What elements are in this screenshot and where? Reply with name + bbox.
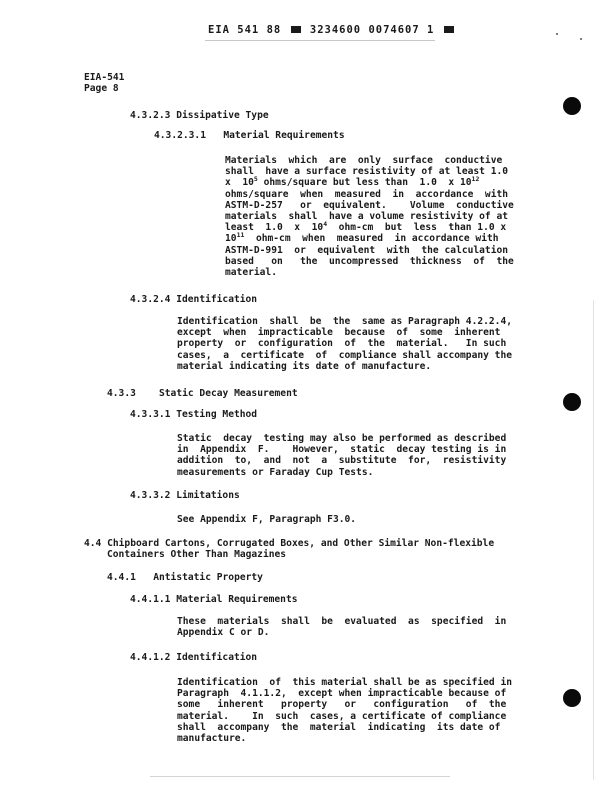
document-id: EIA-541	[84, 72, 125, 83]
section-heading	[130, 594, 298, 605]
scan-speck	[556, 33, 558, 35]
text-line: x $10^5$ ohms/square but less than 1.0 x $10^{12}$	[225, 175, 480, 189]
section-heading	[107, 388, 298, 399]
text-line: $10^{11}$ ohm-cm when measured in accordance with	[225, 231, 499, 245]
header-left-code: EIA 541 88	[208, 24, 282, 36]
section-heading	[130, 294, 257, 305]
section-number: 4.4.1	[107, 572, 136, 583]
section-title: Limitations	[176, 490, 240, 501]
paragraph-testing-method	[177, 433, 506, 478]
punch-hole	[563, 689, 581, 707]
text-line: Static decay testing may also be performed as described	[177, 433, 507, 444]
section-heading	[130, 110, 269, 121]
section-number: 4.3.3	[107, 388, 136, 399]
section-heading	[107, 572, 263, 583]
bottom-scan-line	[150, 776, 450, 777]
paragraph-identification-2	[177, 677, 512, 744]
section-heading	[154, 130, 345, 141]
text-line: materials shall have a volume resistivity of at	[225, 211, 509, 223]
punch-hole	[563, 393, 581, 411]
text-line: Identification of this material shall be as specified in	[177, 677, 513, 688]
text-line: cases, a certificate of compliance shall accompany the	[177, 349, 513, 361]
section-heading	[130, 490, 240, 501]
text-line: material. In such cases, a certificate of compliance	[177, 710, 507, 722]
section-title: Testing Method	[176, 409, 258, 420]
section-number: 4.3.2.3.1	[154, 130, 206, 141]
section-number: 4.3.2.4	[130, 294, 171, 305]
section-number: 4.3.3.1	[130, 409, 171, 420]
text-line: measurements or Faraday Cup Tests.	[177, 466, 374, 478]
section-title: Material Requirements	[223, 130, 345, 141]
text-line: Paragraph 4.1.1.2, except when impracticable because of	[177, 688, 507, 700]
text-line: some inherent property or configuration of the	[177, 699, 507, 711]
scan-speck	[580, 38, 582, 40]
text-line: See Appendix F, Paragraph F3.0.	[177, 514, 357, 525]
paragraph-limitations	[177, 514, 356, 525]
paragraph-identification	[177, 316, 512, 372]
page-header	[208, 24, 456, 36]
section-number: 4.4	[84, 538, 102, 549]
text-line: addition to, and not a substitute for, resistivity	[177, 455, 507, 467]
text-line: Materials which are only surface conductive	[225, 155, 503, 166]
text-line: manufacture.	[177, 733, 247, 745]
page-number: Page 8	[84, 83, 119, 94]
text-line: These materials shall be evaluated as specified in	[177, 616, 507, 627]
section-number: 4.3.3.2	[130, 490, 171, 501]
text-line: Identification shall be the same as Paragraph 4.2.2.4,	[177, 316, 513, 327]
text-line: shall have a surface resistivity of at least 1.0	[225, 166, 509, 178]
header-underline	[205, 40, 435, 41]
section-number: 4.4.1.2	[130, 652, 171, 663]
section-title: Antistatic Property	[153, 572, 263, 583]
text-line: ohms/square when measured in accordance with	[225, 188, 509, 200]
section-number: 4.3.2.3	[130, 110, 171, 121]
text-line: based on the uncompressed thickness of the	[225, 255, 514, 267]
text-line: Appendix C or D.	[177, 627, 270, 639]
section-title: Chipboard Cartons, Corrugated Boxes, and Other Similar Non-flexible	[107, 538, 495, 549]
text-line: ASTM-D-257 or equivalent. Volume conductive	[225, 199, 514, 211]
text-line: ASTM-D-991 or equivalent with the calculation	[225, 244, 509, 256]
text-line: property or configuration of the material. In such	[177, 338, 507, 350]
section-number: 4.4.1.1	[130, 594, 171, 605]
paragraph-material-requirements-2	[177, 616, 506, 638]
section-title: Identification	[176, 294, 258, 305]
section-title: Identification	[176, 652, 258, 663]
section-title: Material Requirements	[176, 594, 298, 605]
text-line: material.	[225, 267, 277, 279]
section-title: Dissipative Type	[176, 110, 269, 121]
header-right-code: 3234600 0074607 1	[309, 24, 435, 36]
punch-hole	[563, 97, 581, 115]
section-heading	[84, 538, 494, 549]
section-heading	[130, 652, 257, 663]
edge-scan-line	[593, 300, 594, 780]
section-title-continued: Containers Other Than Magazines	[107, 549, 287, 560]
header-block-mark	[291, 26, 301, 33]
header-block-mark	[444, 26, 454, 33]
text-line: in Appendix F. However, static decay testing is in	[177, 444, 507, 456]
paragraph-material-requirements	[225, 155, 514, 278]
section-title: Static Decay Measurement	[159, 388, 298, 399]
text-line: material indicating its date of manufacture.	[177, 360, 432, 372]
text-line: except when impracticable because of some inherent	[177, 327, 501, 339]
text-line: shall accompany the material indicating its date of	[177, 721, 501, 733]
text-line: least 1.0 x $10^4$ ohm-cm but less than 1.0 x	[225, 220, 507, 234]
section-heading	[130, 409, 257, 420]
